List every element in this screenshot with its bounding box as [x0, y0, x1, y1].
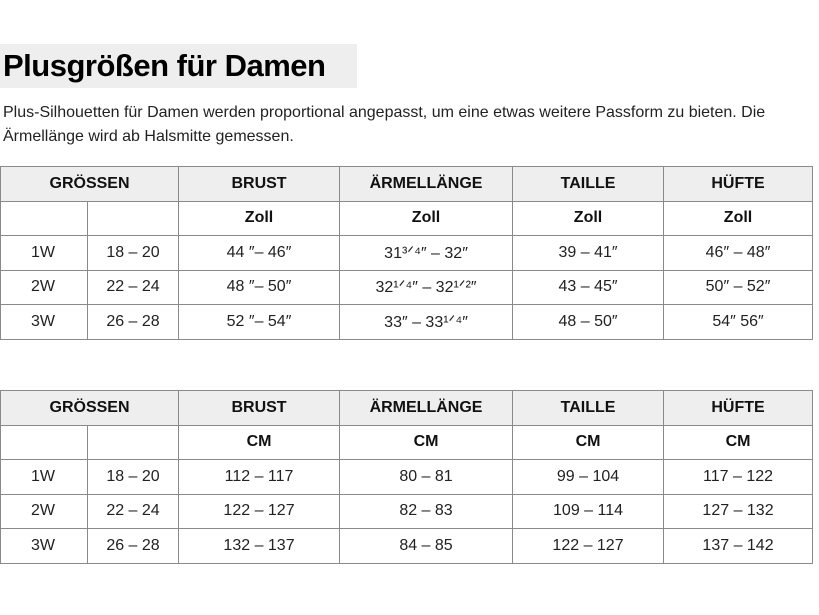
size-table-inches	[0, 166, 813, 340]
aermel-value: 33″ – 33¹ᐟ⁴″	[340, 305, 513, 340]
unit-aermellaenge: CM	[340, 425, 513, 460]
table-row	[1, 236, 813, 271]
unit-row	[1, 425, 813, 460]
unit-brust: Zoll	[179, 201, 340, 236]
empty-cell	[1, 425, 88, 460]
size-range: 18 – 20	[88, 460, 179, 495]
brust-value: 44 ″– 46″	[179, 236, 340, 271]
header-groessen: GRÖSSEN	[1, 167, 179, 202]
table-row	[1, 305, 813, 340]
unit-brust: CM	[179, 425, 340, 460]
header-brust: BRUST	[179, 167, 340, 202]
aermel-value: 31³ᐟ⁴″ – 32″	[340, 236, 513, 271]
header-aermellaenge: ÄRMELLÄNGE	[340, 167, 513, 202]
size-label: 2W	[1, 494, 88, 529]
empty-cell	[88, 201, 179, 236]
size-label: 2W	[1, 270, 88, 305]
empty-cell	[88, 425, 179, 460]
size-range: 22 – 24	[88, 270, 179, 305]
header-row	[1, 167, 813, 202]
brust-value: 112 – 117	[179, 460, 340, 495]
taille-value: 48 – 50″	[513, 305, 664, 340]
aermel-value: 80 – 81	[340, 460, 513, 495]
huefte-value: 46″ – 48″	[664, 236, 813, 271]
taille-value: 122 – 127	[513, 529, 664, 564]
unit-row	[1, 201, 813, 236]
size-table-cm	[0, 390, 813, 564]
brust-value: 122 – 127	[179, 494, 340, 529]
taille-value: 43 – 45″	[513, 270, 664, 305]
unit-huefte: CM	[664, 425, 813, 460]
header-huefte: HÜFTE	[664, 167, 813, 202]
huefte-value: 127 – 132	[664, 494, 813, 529]
header-brust: BRUST	[179, 391, 340, 426]
header-groessen: GRÖSSEN	[1, 391, 179, 426]
taille-value: 99 – 104	[513, 460, 664, 495]
table-row	[1, 460, 813, 495]
size-range: 22 – 24	[88, 494, 179, 529]
unit-taille: CM	[513, 425, 664, 460]
aermel-value: 84 – 85	[340, 529, 513, 564]
size-range: 26 – 28	[88, 305, 179, 340]
size-label: 3W	[1, 305, 88, 340]
huefte-value: 117 – 122	[664, 460, 813, 495]
size-range: 18 – 20	[88, 236, 179, 271]
table-row	[1, 494, 813, 529]
table-row	[1, 529, 813, 564]
brust-value: 48 ″– 50″	[179, 270, 340, 305]
table-row	[1, 270, 813, 305]
header-taille: TAILLE	[513, 167, 664, 202]
unit-aermellaenge: Zoll	[340, 201, 513, 236]
header-taille: TAILLE	[513, 391, 664, 426]
size-label: 3W	[1, 529, 88, 564]
header-huefte: HÜFTE	[664, 391, 813, 426]
unit-taille: Zoll	[513, 201, 664, 236]
size-label: 1W	[1, 236, 88, 271]
brust-value: 132 – 137	[179, 529, 340, 564]
unit-huefte: Zoll	[664, 201, 813, 236]
page-title: Plusgrößen für Damen	[3, 48, 326, 83]
huefte-value: 54″ 56″	[664, 305, 813, 340]
empty-cell	[1, 201, 88, 236]
header-row	[1, 391, 813, 426]
aermel-value: 32¹ᐟ⁴″ – 32¹ᐟ²″	[340, 270, 513, 305]
brust-value: 52 ″– 54″	[179, 305, 340, 340]
size-range: 26 – 28	[88, 529, 179, 564]
taille-value: 39 – 41″	[513, 236, 664, 271]
intro-text: Plus-Silhouetten für Damen werden proportional angepasst, um eine etwas weitere Passform zu bieten. Die Ärmellänge wird ab Halsmitte gemessen.	[3, 104, 766, 145]
aermel-value: 82 – 83	[340, 494, 513, 529]
huefte-value: 50″ – 52″	[664, 270, 813, 305]
size-label: 1W	[1, 460, 88, 495]
taille-value: 109 – 114	[513, 494, 664, 529]
header-aermellaenge: ÄRMELLÄNGE	[340, 391, 513, 426]
huefte-value: 137 – 142	[664, 529, 813, 564]
